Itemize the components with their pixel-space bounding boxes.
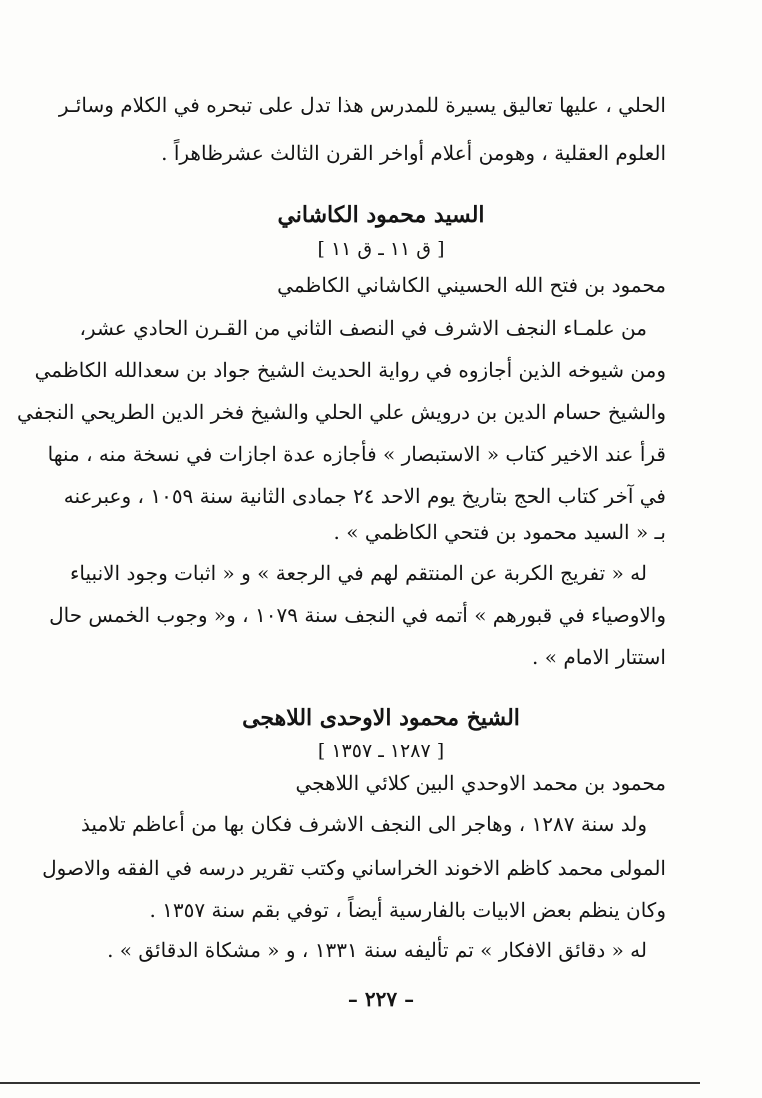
entry-1-dates: [ ق ١١ ـ ق ١١ ] <box>317 238 445 260</box>
entry-1-line-4: قرأ عند الاخير كتاب « الاستبصار » فأجازه عدة اجازات في نسخة منه ، منها <box>47 442 666 466</box>
entry-2-line-1: ولد سنة ١٢٨٧ ، وهاجر الى النجف الاشرف فكان بها من أعاظم تلاميذ <box>80 812 647 836</box>
entry-2-name: محمود بن محمد الاوحدي البين كلائي اللاهجي <box>295 771 666 795</box>
entry-1-line-3: والشيخ حسام الدين بن درويش علي الحلي والشيخ فخر الدين الطريحي النجفي <box>17 400 666 424</box>
page-number: – ٢٢٧ – <box>347 987 415 1011</box>
entry-2-dates: [ ١٢٨٧ ـ ١٣٥٧ ] <box>317 740 445 762</box>
entry-1-title: السيد محمود الكاشاني <box>277 202 485 228</box>
entry-1-name: محمود بن فتح الله الحسيني الكاشاني الكاظمي <box>277 273 666 297</box>
entry-1-works-1: له « تفريج الكربة عن المنتقم لهم في الرجعة » و « اثبات وجود الانبياء <box>70 561 647 585</box>
entry-1-line-1: من علمـاء النجف الاشرف في النصف الثاني من القـرن الحادي عشر، <box>79 316 647 340</box>
footer-rule <box>0 1082 700 1084</box>
entry-2-title: الشيخ محمود الاوحدى اللاهجى <box>242 705 520 731</box>
entry-2-works-1: له « دقائق الافكار » تم تأليفه سنة ١٣٣١ ، و « مشكاة الدقائق » . <box>107 938 647 962</box>
intro-line-1: الحلي ، عليها تعاليق يسيرة للمدرس هذا تدل على تبحره في الكلام وسائـر <box>58 93 666 117</box>
entry-1-line-5: في آخر كتاب الحج بتاريخ يوم الاحد ٢٤ جمادى الثانية سنة ١٠٥٩ ، وعبرعنه <box>63 484 666 508</box>
intro-line-2: العلوم العقلية ، وهومن أعلام أواخر القرن الثالث عشرظاهراً . <box>161 141 666 165</box>
entry-1-works-3: استتار الامام » . <box>532 645 666 669</box>
entry-1-line-6: بـ « السيد محمود بن فتحي الكاظمي » . <box>333 520 666 544</box>
entry-1-works-2: والاوصياء في قبورهم » أتمه في النجف سنة ١٠٧٩ ، و« وجوب الخمس حال <box>49 603 666 627</box>
entry-2-line-3: وكان ينظم بعض الابيات بالفارسية أيضاً ، توفي بقم سنة ١٣٥٧ . <box>149 898 666 922</box>
entry-2-line-2: المولى محمد كاظم الاخوند الخراساني وكتب تقرير درسه في الفقه والاصول <box>42 856 666 880</box>
entry-1-line-2: ومن شيوخه الذين أجازوه في رواية الحديث الشيخ جواد بن سعدالله الكاظمي <box>34 358 666 382</box>
